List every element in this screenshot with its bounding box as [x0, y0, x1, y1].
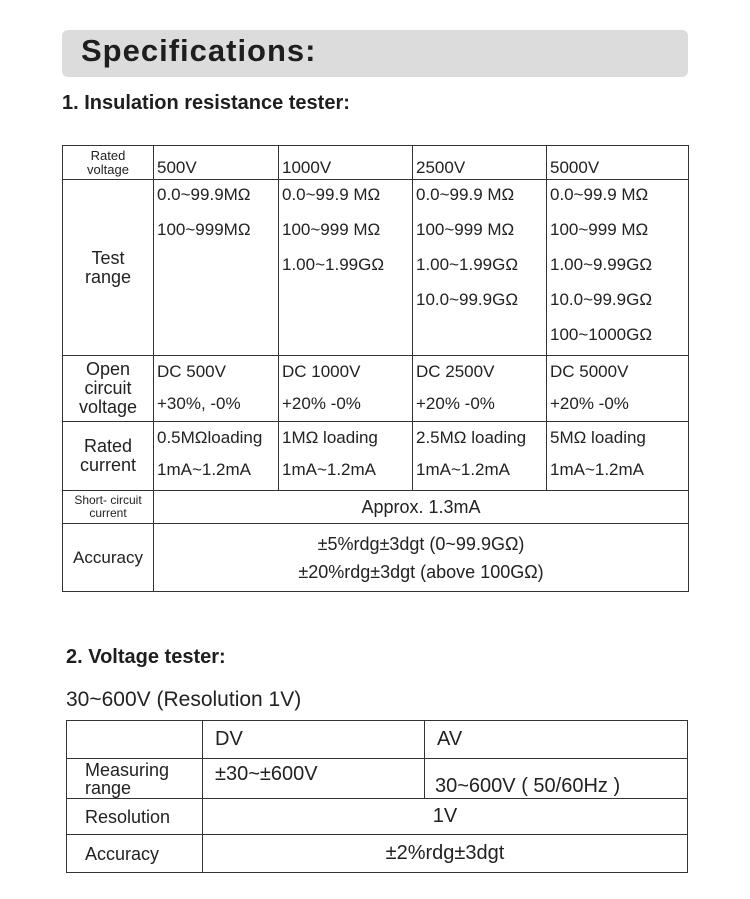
test-range-500: 0.0~99.9MΩ 100~999MΩ	[154, 180, 279, 356]
table-row	[67, 799, 688, 835]
table-row	[63, 146, 689, 180]
test-range-label: Test range	[63, 180, 154, 356]
table-row	[67, 759, 688, 799]
col-dv-header: DV	[203, 721, 425, 759]
section1-title: 1. Insulation resistance tester:	[62, 92, 350, 114]
voltage-500: 500V	[154, 146, 279, 180]
open-circuit-2500: DC 2500V +20% -0%	[413, 356, 547, 422]
rated-current-500: 0.5MΩloading 1mA~1.2mA	[154, 422, 279, 491]
table-row	[63, 491, 689, 524]
measuring-dv-value: ±30~±600V	[203, 759, 425, 799]
rated-current-2500: 2.5MΩ loading 1mA~1.2mA	[413, 422, 547, 491]
rated-current-1000: 1MΩ loading 1mA~1.2mA	[279, 422, 413, 491]
measuring-av-value: 30~600V ( 50/60Hz )	[425, 759, 688, 799]
test-range-1000: 0.0~99.9 MΩ 100~999 MΩ 1.00~1.99GΩ	[279, 180, 413, 356]
table-row	[63, 180, 689, 356]
open-circuit-500: DC 500V +30%, -0%	[154, 356, 279, 422]
voltage-range-subtitle: 30~600V (Resolution 1V)	[66, 688, 302, 711]
voltage-5000: 5000V	[547, 146, 689, 180]
insulation-spec-table	[62, 145, 689, 592]
table-row	[63, 356, 689, 422]
open-circuit-1000: DC 1000V +20% -0%	[279, 356, 413, 422]
accuracy-label: Accuracy	[63, 524, 154, 592]
table-row	[67, 721, 688, 759]
test-range-2500: 0.0~99.9 MΩ 100~999 MΩ 1.00~1.99GΩ 10.0~99.9GΩ	[413, 180, 547, 356]
resolution-value: 1V	[203, 799, 688, 835]
voltage-1000: 1000V	[279, 146, 413, 180]
table-row	[63, 422, 689, 491]
measuring-range-label: Measuring range	[67, 759, 203, 799]
test-range-5000: 0.0~99.9 MΩ 100~999 MΩ 1.00~9.99GΩ 10.0~99.9GΩ 100~1000GΩ	[547, 180, 689, 356]
resolution-label: Resolution	[67, 799, 203, 835]
col-av-header: AV	[425, 721, 688, 759]
rated-current-label: Rated current	[63, 422, 154, 491]
voltage-spec-table	[66, 720, 688, 873]
open-circuit-label: Open circuit voltage	[63, 356, 154, 422]
table-row	[67, 835, 688, 873]
short-circuit-label: Short- circuit current	[63, 491, 154, 524]
page-title: Specifications:	[81, 33, 317, 68]
section2-title: 2. Voltage tester:	[66, 646, 226, 668]
rated-current-5000: 5MΩ loading 1mA~1.2mA	[547, 422, 689, 491]
voltage-2500: 2500V	[413, 146, 547, 180]
accuracy2-value: ±2%rdg±3dgt	[203, 835, 688, 873]
open-circuit-5000: DC 5000V +20% -0%	[547, 356, 689, 422]
rated-voltage-label: Rated voltage	[63, 146, 154, 180]
blank-header-cell	[67, 721, 203, 759]
accuracy-values: ±5%rdg±3dgt (0~99.9GΩ) ±20%rdg±3dgt (above 100GΩ)	[154, 524, 689, 592]
table-row	[63, 524, 689, 592]
short-circuit-value: Approx. 1.3mA	[154, 491, 689, 524]
specifications-header	[62, 30, 688, 77]
accuracy2-label: Accuracy	[67, 835, 203, 873]
